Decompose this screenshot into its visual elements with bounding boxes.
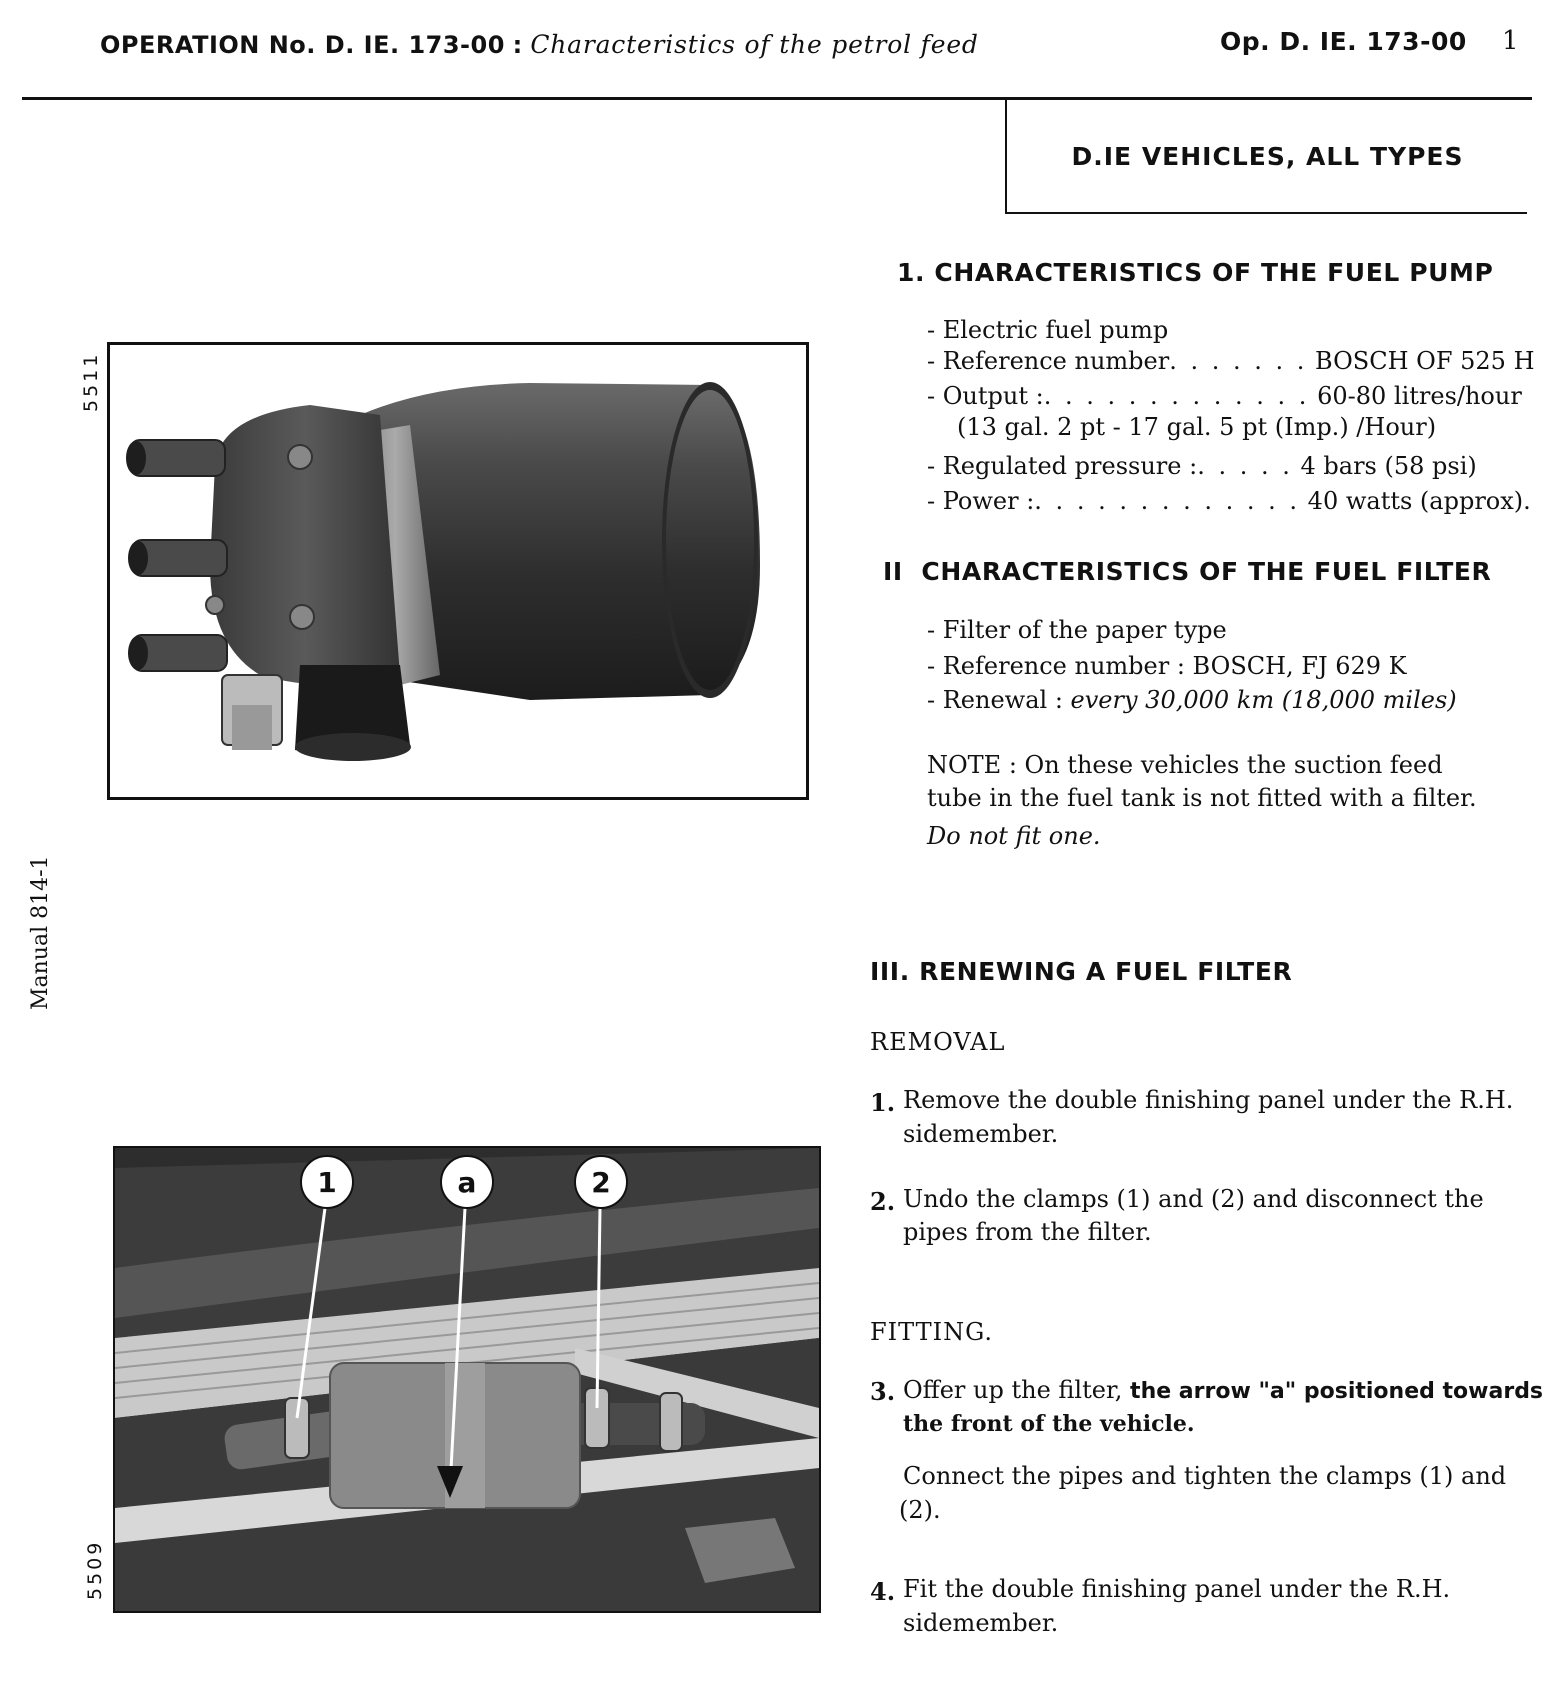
vehicles-box-text: D.IE VEHICLES, ALL TYPES (1071, 142, 1464, 171)
pump-item-reference-value: BOSCH OF 525 H (1315, 347, 1535, 375)
step3b-line1: Connect the pipes and tighten the clamps (1) and (903, 1462, 1507, 1490)
pump-item-output-imperial: (13 gal. 2 pt - 17 gal. 5 pt (Imp.) /Hour) (957, 413, 1437, 441)
step3-lead: Offer up the filter, (903, 1376, 1131, 1404)
pump-item-power (927, 487, 1531, 515)
pump-item-reference-label: - Reference number (927, 347, 1170, 375)
operation-number: OPERATION No. D. IE. 173-00 (100, 31, 505, 59)
pump-item-pressure (927, 452, 1477, 480)
figure1-number: 5511 (80, 351, 102, 412)
section1-title: 1. CHARACTERISTICS OF THE FUEL PUMP (897, 258, 1494, 287)
pump-item-pressure-value: 4 bars (58 psi) (1300, 452, 1477, 480)
header-rule (22, 97, 1532, 100)
operation-reference: Op. D. IE. 173-00 (1220, 27, 1467, 56)
manual-label: Manual 814-1 (28, 855, 53, 1010)
section3-title: III. RENEWING A FUEL FILTER (870, 957, 1293, 986)
filter-item-renewal-interval: every 30,000 km (18,000 miles) (1070, 686, 1457, 714)
step2-number: 2. (870, 1187, 896, 1216)
header-separator: : (512, 31, 523, 59)
figure2-number: 5509 (84, 1539, 106, 1600)
vehicles-box-left-border (1005, 100, 1007, 214)
filter-item-renewal-label: - Renewal : (927, 686, 1071, 714)
pump-item-output-value: 60-80 litres/hour (1317, 382, 1522, 410)
fuel-filter-illustration (115, 1148, 819, 1611)
step3-number: 3. (870, 1377, 896, 1406)
step3-emphasis2: the front of the vehicle. (903, 1411, 1195, 1437)
step1-line1: Remove the double finishing panel under the R.H. (903, 1086, 1514, 1114)
pump-item-type-label: - Electric fuel pump (927, 316, 1169, 344)
step4-line2: sidemember. (903, 1609, 1059, 1637)
pump-item-pressure-leader: . . . . . (1197, 452, 1293, 480)
step4-number: 4. (870, 1577, 896, 1606)
removal-heading: REMOVAL (870, 1028, 1006, 1056)
pump-item-output (927, 382, 1522, 410)
filter-note-line1: NOTE : On these vehicles the suction feed (927, 751, 1443, 779)
filter-note-warning: Do not fit one. (927, 822, 1101, 850)
pump-item-output-label: - Output : (927, 382, 1044, 410)
filter-item-type: - Filter of the paper type (927, 616, 1227, 644)
filter-item-renewal (927, 686, 1457, 714)
step2-line1: Undo the clamps (1) and (2) and disconnect the (903, 1185, 1484, 1213)
pump-item-reference-leader: . . . . . . . (1169, 347, 1308, 375)
filter-item-reference: - Reference number : BOSCH, FJ 629 K (927, 652, 1407, 680)
callout-a-label: a (457, 1166, 477, 1199)
step2-line2: pipes from the filter. (903, 1218, 1152, 1246)
pump-item-output-leader: . . . . . . . . . . . . . (1043, 382, 1310, 410)
fuel-pump-illustration (110, 345, 806, 797)
pump-item-reference (927, 347, 1535, 375)
pump-item-power-leader: . . . . . . . . . . . . . (1034, 487, 1301, 515)
step1-number: 1. (870, 1088, 896, 1117)
callout-2-label: 2 (591, 1166, 611, 1199)
document-header-title (100, 30, 979, 59)
header-subtitle: Characteristics of the petrol feed (530, 30, 979, 59)
step3-line1 (903, 1376, 1543, 1404)
step1-line2: sidemember. (903, 1120, 1059, 1148)
step3b-line2: (2). (899, 1496, 941, 1524)
pump-item-power-label: - Power : (927, 487, 1035, 515)
pump-item-pressure-label: - Regulated pressure : (927, 452, 1198, 480)
pump-item-type (927, 316, 1168, 344)
filter-note-line2: tube in the fuel tank is not fitted with a filter. (927, 784, 1477, 812)
fuel-filter-photo (113, 1146, 821, 1613)
vehicles-box-bottom-border (1005, 212, 1527, 214)
fuel-pump-photo (107, 342, 809, 800)
step4-line1: Fit the double finishing panel under the R.H. (903, 1575, 1451, 1603)
step3-emphasis1: the arrow "a" positioned towards (1130, 1379, 1544, 1404)
fitting-heading: FITTING. (870, 1318, 994, 1346)
page-number: 1 (1502, 26, 1519, 56)
pump-item-power-value: 40 watts (approx). (1307, 487, 1531, 515)
section2-title: II CHARACTERISTICS OF THE FUEL FILTER (883, 557, 1492, 586)
callout-1-label: 1 (317, 1166, 337, 1199)
